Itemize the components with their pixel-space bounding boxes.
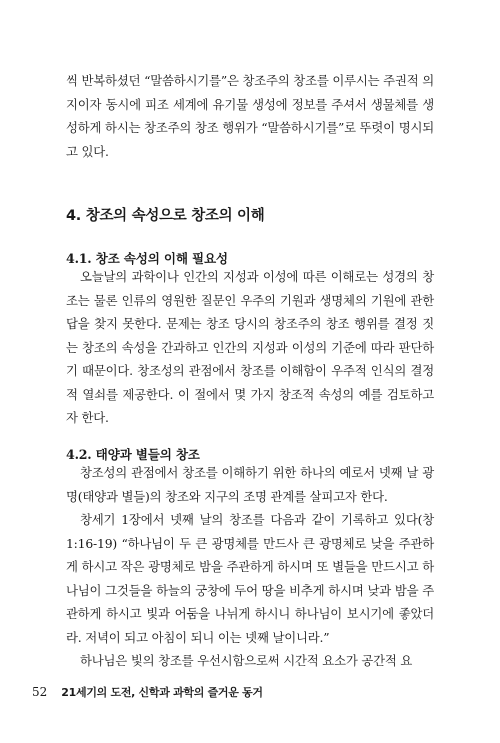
paragraph: 창세기 1장에서 넷째 날의 창조를 다음과 같이 기록하고 있다(창 1:16-19) “하나님이 두 큰 광명체를 만드사 큰 광명체로 낮을 주관하게 하시고 작은 광명체로 밤을 주관하게 하시며 또 별들을 만드시고 하나님이 그것들을 하늘의 궁창에 두어 땅을 비추게 하시며 낮과 밤을 주관하게 하시고 빛과 어둠을 나뉘게 하시니 하나님이 보시기에 좋았더라. 저녁이 되고 아침이 되니 이는 넷째 날이니라.” <box>66 512 434 645</box>
intro-block <box>66 69 434 163</box>
intro-paragraph: 씩 반복하셨던 “말씀하시기를”은 창조주의 창조를 이루시는 주권적 의지이자 동시에 피조 세계에 유기물 생성에 정보를 주셔서 생물체를 생성하게 하시는 창조주의 창조 행위가 “말씀하시기를”로 뚜렷이 명시되고 있다. <box>66 73 434 159</box>
subsection-4-2-body <box>66 461 434 673</box>
page-footer <box>32 684 263 700</box>
section-heading: 4. 창조의 속성으로 창조의 이해 <box>66 208 265 224</box>
page-number: 52 <box>32 685 48 699</box>
paragraph: 하나님은 빛의 창조를 우선시함으로써 시간적 요소가 공간적 요 <box>80 653 413 668</box>
subsection-heading-4-1: 4.1. 창조 속성의 이해 필요성 <box>66 251 228 266</box>
paragraph: 오늘날의 과학이나 인간의 지성과 이성에 따른 이해로는 성경의 창조는 물론 인류의 영원한 질문인 우주의 기원과 생명체의 기원에 관한 답을 찾지 못한다. 문제는 창조 당시의 창조주의 창조 행위를 결정 짓는 창조의 속성을 간과하고 인간의 지성과 이성의 기준에 따라 판단하기 때문이다. 창조성의 관점에서 창조를 이해함이 우주적 인식의 결정적 열쇠를 제공한다. 이 절에서 몇 가지 창조적 속성의 예를 검토하고자 한다. <box>66 269 434 425</box>
paragraph: 창조성의 관점에서 창조를 이해하기 위한 하나의 예로서 넷째 날 광명(태양과 별들)의 창조와 지구의 조명 관계를 살피고자 한다. <box>66 465 434 504</box>
subsection-heading-4-2: 4.2. 태양과 별들의 창조 <box>66 447 200 462</box>
subsection-4-1-body <box>66 265 434 430</box>
book-title: 21세기의 도전, 신학과 과학의 즐거운 동거 <box>61 686 263 699</box>
